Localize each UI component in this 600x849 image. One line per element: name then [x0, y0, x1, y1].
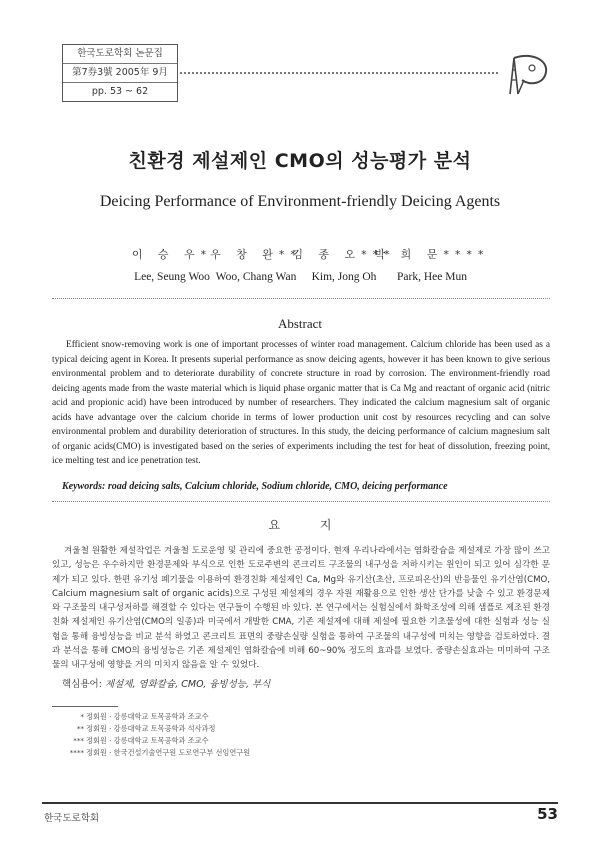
- section-divider: [52, 501, 550, 502]
- footnote-text: 정회원 · 강릉대학교 토목공학과 조교수: [86, 736, 209, 745]
- korean-summary-heading: 요 지: [268, 518, 350, 532]
- english-keywords: Keywords: road deicing salts, Calcium chloride, Sodium chloride, CMO, deicing performance: [62, 481, 448, 492]
- author-name-english: Park, Hee Mun: [397, 271, 467, 283]
- author-name-korean: 박 희 문****: [374, 248, 490, 261]
- journal-volume: 第7券3號 2005年 9月: [63, 64, 177, 83]
- footnote-rule: [52, 706, 118, 707]
- korean-summary-body: 겨울철 원활한 제설작업은 겨울철 도로운영 및 관리에 중요한 공정이다. 현재 우리나라에서는 염화칼슘을 제설제로 가장 많이 쓰고 있고, 성능은 우수하지만 환경문제와 부식으로 인한 도로주변의 콘크리트 구조물의 내구성을 저하시키는 원인이 되고 있어 심각한 문제가 되고 있다. 한편 유기성 폐기물을 이용하여 환경친화 제설제인 Ca, Mg와 유기산(초산, 프로피온산)의 반응물인 유기산염(CMO, Calcium magnesium salt of organic acids)으로 구성된 제설제의 경우 자원 재활용으로 인한 생산 단가를 낮출 수 있고 환경문제와 구조물의 내구성저하를 해결할 수 있다는 연구들이 수행된 바 있다. 본 연구에서는 실험실에서 화학조성에 의해 샘플로 제조된 환경친화 제설제인 유기산염(CMO의 일종)과 미국에서 개발한 CMA, 기존 제설제에 대해 제설에 필요한 기초물성에 대한 실험과 성능 실험을 통해 융빙성능을 비교 분석 하였고 콘크리트 표면의 중량손실량 실험을 통하여 구조물의 내구성에 미치는 영향을 검토하였다. 결과 분석을 통해 CMO의 융빙성능은 기존 제설제인 염화칼슘에 비해 60~90% 정도의 효과를 보였다. 중량손실효과는 미미하여 구조물의 내구성에 영향을 거의 미치지 않음을 알 수 있었다.: [52, 546, 550, 671]
- society-logo-icon: [502, 50, 552, 96]
- author-name-korean: 이 승 우*: [131, 248, 213, 261]
- paper-title-korean: 친환경 제설제인 CMO의 성능평가 분석: [128, 150, 472, 172]
- footnote-text: 정회원 · 강릉대학교 토목공학과 석사과정: [86, 724, 216, 733]
- journal-name: 한국도로학회 논문집: [63, 45, 177, 64]
- header-dotted-rule: [180, 72, 498, 74]
- footer-rule: [42, 802, 558, 804]
- author-name-korean: 우 창 완**: [210, 248, 302, 261]
- author-4: [372, 246, 492, 283]
- author-name-english: Kim, Jong Oh: [311, 271, 377, 283]
- footnote-text: 정회원 · 한국건설기술연구원 도로연구부 선임연구원: [86, 748, 251, 757]
- paper-title-english: Deicing Performance of Environment-friendly Deicing Agents: [99, 193, 501, 210]
- footnote: [58, 712, 209, 722]
- korean-keywords-label: 핵심용어:: [62, 679, 102, 690]
- footnote-mark: *: [80, 712, 84, 721]
- korean-keywords-list: 제설제, 염화칼슘, CMO, 융빙성능, 부식: [104, 679, 271, 690]
- abstract-heading: Abstract: [277, 316, 323, 331]
- footer-journal-name: 한국도로학회: [44, 813, 100, 824]
- author-name-english: Lee, Seung Woo: [134, 271, 210, 283]
- abstract-body: Efficient snow-removing work is one of important processes of winter road management. Calcium chloride has been used as a typical deicing agent in Korea. It presents superial performance as snow deicing agents, however it has been known to give serious environmental problem and to deteriorate durability of concrete structure in road by corrosion. The environment-friendly road deicing agents made from the waste material which is liquid phase organic matter that is Ca Mg and reactant of organic acid (nitric acid and propionic acid) have been introduced by number of researchers. They indicated the calcium magnesium salt of organic acids have advantage over the calcium choride in terms of lower production unit cost by resources recycling and can solve environmental problem and durability deterioration of structures. In this study, the deicing performance of calcium magnesium salt of organic acids(CMO) is investigated based on the series of experiments including the test for heat of dissolution, freezing point, ice melting test and ice penetration test.: [52, 340, 550, 466]
- section-divider: [52, 298, 550, 299]
- journal-info-box: [62, 44, 178, 102]
- footnote: [58, 748, 250, 758]
- journal-pages: pp. 53 ~ 62: [91, 86, 149, 97]
- page-number: 53: [537, 805, 558, 823]
- footnote: [58, 724, 215, 734]
- korean-keywords: [62, 676, 552, 690]
- footnote-mark: ***: [73, 736, 84, 745]
- footnote: [58, 736, 209, 746]
- footnote-mark: **: [76, 724, 84, 733]
- author-name-korean: 김 종 오***: [292, 248, 396, 261]
- author-name-english: Woo, Chang Wan: [215, 271, 297, 283]
- footnote-mark: ****: [69, 748, 84, 757]
- footnote-text: 정회원 · 강릉대학교 토목공학과 조교수: [86, 712, 209, 721]
